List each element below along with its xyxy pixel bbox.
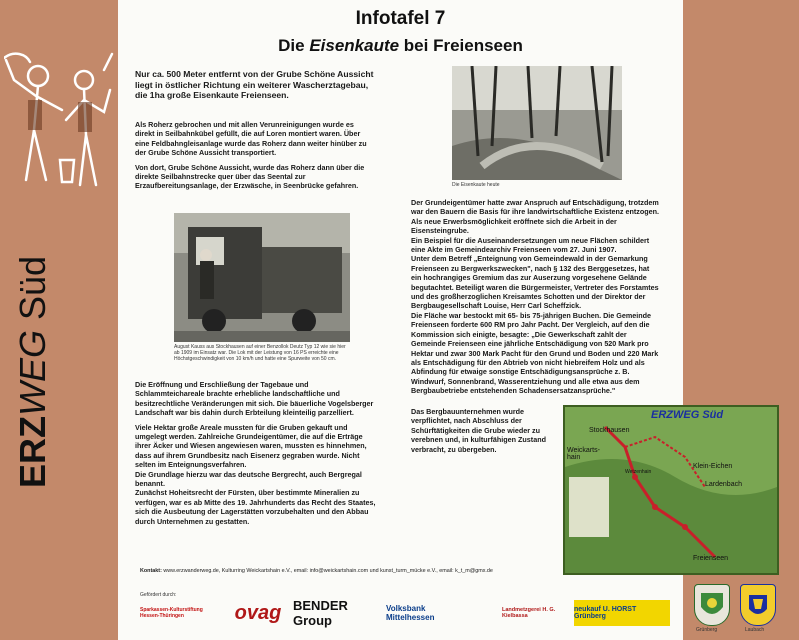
sparkasse-logo: Sparkassen-Kulturstiftung Hessen-Thüringen bbox=[140, 607, 203, 619]
bender-group-logo: BENDER Group bbox=[293, 598, 348, 628]
laubach-crest bbox=[740, 584, 776, 626]
paragraph: Als Roherz gebrochen und mit allen Verunreinigungen wurde es direkt in Seilbahnkübel gefüllt, die auf Loren montiert waren. Über eine Feldbahngleisanlage wurde das Roherz dann weiter hinüber zu der Grube Schöne Aussicht transportiert. bbox=[135, 120, 367, 158]
miners-illustration bbox=[4, 50, 116, 200]
map-place: Freienseen bbox=[693, 555, 729, 562]
intro-text: Nur ca. 500 Meter entfernt von der Grube Schöne Aussicht liegt in östlicher Richtung ein weiterer Wascherztagebau, die 1ha große Eisenkaute Freienseen. bbox=[135, 69, 374, 101]
train-photo-caption: August Kauss aus Stockhausen auf einer Benzollok Deutz Typ 12 wie sie hier ab 1909 im Einsatz war. Die Lok mit der Leistung von 16 PS erreichte eine Höchstgeschwindigkeit von 10 km/h und hatte eine Spurweite von 50 cm. bbox=[174, 344, 346, 363]
kielbassa-logo: Landmetzgerei H. G. Kielbassa bbox=[502, 607, 556, 619]
paragraph: Viele Hektar große Areale mussten für die Gruben gekauft und umgelegt werden. Zahlreiche Grundeigentümer, die auf die Erträge ihrer Äcker und Wiesen angewiesen waren, mussten es hinnehmen, dass auf ihrem Grundbesitz nach Eisenerz gegraben wurde. Nicht selten im Enteignungsverfahren. Die Grundlage hierzu war das deutsche Bergrecht, auch Bergregal benannt. Zunächst Hoheitsrecht der Fürsten, über bestimmte Mineralien zu verfügen, war es ab Mitte des 19. Jahrhunderts das Recht des Staates, sich die Ausbeutung der Lagerstätten vorzubehalten und den Abbau durch Unternehmen zu gestatten. bbox=[135, 422, 376, 526]
contact-line: Kontakt: www.erzwanderweg.de, Kulturring Weickartshain e.V., email: info@weickartshain.com und kunst_turm_mücke e.V., email: k_t_m@gmx.de bbox=[140, 568, 493, 574]
gruenberg-label: Grünberg bbox=[696, 627, 718, 633]
paragraph: Der Grundeigentümer hatte zwar Anspruch auf Entschädigung, trotzdem war den Bauern die Basis für ihre landwirtschaftliche Existenz entzogen. Als neue Erwerbsmöglichkeit eröffnete sich die Arbeit in der Eisensteingrube. Ein Beispiel für die Auseinandersetzungen um neue Flächen schildert eine Akte im Gemeindearchiv Freienseen vom 27. Juni 1907. Unter dem Betreff „Enteignung von Gemeindewald in der Gemarkung Freienseen zu Bergwerkszwecken", nach § 132 des Berggesetzes, hat ein hochrangiges Gremium das zur Auserzung vorgesehene Gelände begutachtet. Beteiligt waren die Bürgermeister, Vertreter des Forstamtes und des großherzoglichen Kreisamtes Schotten und der Direktor der Bergbaugesellschaft Louise, Herr Carl Scheffzick. Die Fläche war bestockt mit 65- bis 75-jährigen Buchen. Die Gemeinde Freienseen forderte 600 RM pro Jahr Pacht. Der Vergleich, auf den die Kommission sich einigte, besagte: „Die Gewerkschaft zahlt der Gemeinde Freienseen eine jährliche Entschädigung von 520 Mark pro Hektar und zwar 300 Mark Pacht für den Grund und Boden und 220 Mark als Entschädigung für den Abtrieb von nicht hiebreifem Holz und als Abfindung für etwaige sonstige Entschädigungsansprüche z. B. Windwurf, Sonnenbrand, Wasserentziehung und alle etwa aus dem Bergbaubetriebe entstehenden Schadensersatzansprüche." bbox=[411, 198, 660, 396]
neukauf-logo: neukauf U. HORST Grünberg bbox=[574, 600, 670, 626]
map-place: Stockhausen bbox=[589, 427, 630, 434]
left-column-top bbox=[135, 120, 375, 196]
forest-photo bbox=[452, 66, 622, 180]
page-subtitle: Die Eisenkaute bei Freienseen bbox=[278, 36, 523, 55]
route-map bbox=[563, 405, 779, 575]
side-label-erzweg-sued: ERZWEG Süd bbox=[12, 255, 53, 488]
left-column-bottom bbox=[135, 380, 379, 531]
map-title: ERZWEG Süd bbox=[651, 409, 724, 421]
laubach-label: Laubach bbox=[745, 627, 765, 633]
map-place: Wetzenhain bbox=[625, 469, 652, 475]
right-column-closing: Das Bergbauunternehmen wurde verpflichtet, nach Abschluss der Schürftätigkeiten die Grube wieder zu verebnen und, in kulturfähigen Zustand verbracht, zu übergeben. bbox=[411, 407, 546, 454]
map-place: Weickarts-hain bbox=[567, 447, 600, 461]
ovag-logo: ovag bbox=[234, 601, 282, 624]
paragraph: Von dort, Grube Schöne Aussicht, wurde das Roherz dann über die direkte Seilbahnstrecke quer über das Seental zur Erzaufbereitungsanlage, der Erzwäsche, in Seenbrücke gefahren. bbox=[135, 162, 365, 191]
funded-by-label: Gefördert durch: bbox=[140, 592, 177, 598]
train-photo bbox=[174, 213, 350, 342]
volksbank-logo: Volksbank Mittelhessen bbox=[386, 604, 435, 622]
map-place: Klein-Eichen bbox=[693, 463, 733, 470]
map-place: Lardenbach bbox=[705, 481, 742, 488]
page-title: Infotafel 7 bbox=[355, 8, 446, 29]
forest-photo-caption: Die Eisenkaute heute bbox=[452, 182, 500, 188]
right-column-text bbox=[411, 198, 661, 401]
paragraph: Die Eröffnung und Erschließung der Tagebaue und Schlammteichareale brachte erhebliche landschaftliche und besitzrechtliche Veränderungen mit sich. Die bäuerliche Vogelsberger Landschaft war bis dahin durch Erbteilung kleinteilig parzelliert. bbox=[135, 380, 374, 418]
gruenberg-crest bbox=[694, 584, 730, 626]
